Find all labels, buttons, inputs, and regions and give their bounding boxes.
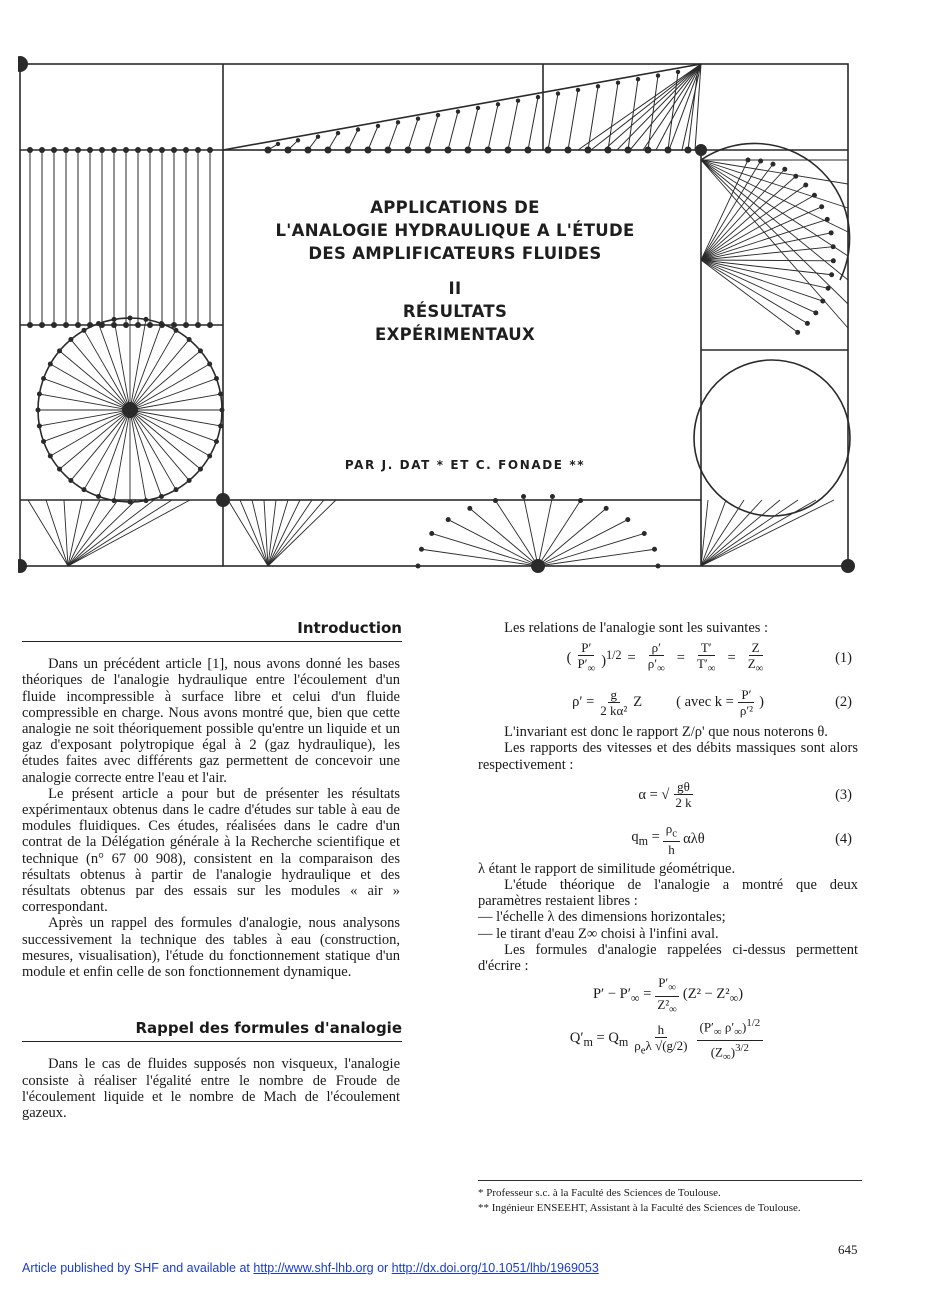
- paragraph: Après un rappel des formules d'analogie, nous analysons successivement la technique des tables à eau (construction, mesures, visualisation), l'étude du fonctionnement statique d'un module et enfin celle de son fonctionnement dynamique.: [22, 915, 400, 981]
- paragraph: Les rapports des vitesses et des débits massiques sont alors respectivement :: [478, 740, 858, 773]
- subtitle-line: EXPÉRIMENTAUX: [375, 325, 535, 344]
- subtitle-line: RÉSULTATS: [402, 302, 508, 321]
- right-column: [478, 620, 858, 1062]
- paragraph: Le présent article a pour but de présenter les résultats expérimentaux obtenus dans le cadre d'études sur table à eau de modules fluidiques. Ces études, réalisées dans le cadre d'un contrat de la Délégation générale à la Recherche scientifique et technique (n° 67 00 908), consistent en la comparaison des résultats obtenus à partir de l'analogie hydraulique et des résultats obtenus par des essais sur les modules « air » correspondant.: [22, 785, 400, 916]
- authors: PAR J. DAT * ET C. FONADE **: [344, 458, 586, 472]
- article-title: [230, 196, 680, 346]
- shf-link[interactable]: http://www.shf-lhb.org: [253, 1261, 374, 1275]
- equation-number: (4): [835, 830, 852, 847]
- footnotes: [478, 1180, 862, 1217]
- paragraph: L'invariant est donc le rapport Z/ρ' que nous noterons θ.: [504, 724, 828, 741]
- part-number: II: [448, 279, 462, 298]
- footnote: ** Ingénieur ENSEEHT, Assistant à la Faculté des Sciences de Toulouse.: [478, 1202, 801, 1214]
- title-line: DES AMPLIFICATEURS FLUIDES: [308, 244, 602, 263]
- list-item: — l'échelle λ des dimensions horizontales;: [478, 909, 726, 926]
- source-line: [22, 1261, 599, 1275]
- equation-5: $P' - P'_\infty$ = $\frac{P'_\infty}{Z^2_\infty}$ $(Z^2 - Z^2_\infty)$: [592, 975, 744, 1016]
- doi-link[interactable]: http://dx.doi.org/10.1051/lhb/1969053: [391, 1261, 599, 1275]
- left-column: [22, 620, 400, 1121]
- title-line: L'ANALOGIE HYDRAULIQUE A L'ÉTUDE: [275, 221, 635, 240]
- equation-number: (2): [835, 694, 852, 711]
- equation-3: α = √ $\frac{g\theta}{2 k}$ (3): [638, 779, 852, 811]
- equation-number: (3): [835, 786, 852, 803]
- paragraph: Les relations de l'analogie sont les suivantes :: [504, 620, 769, 636]
- equation-4: $q_m$ = $\frac{\rho_c}{h}$ αλθ (4): [631, 820, 852, 858]
- equation-1: ( $\frac{P'}{P'_\infty}$ )$^{1/2}$ = $\frac{\rho'}{\rho'_\infty}$ = $\frac{T'}{T'_\infty}$ = $\frac{Z}{Z_\infty}$ (1): [566, 639, 852, 675]
- paragraph: Dans un précédent article [1], nous avons donné les bases théoriques de l'analogie hydraulique entre l'écoulement d'un fluide incompressible à surface libre et celui d'un fluide compressible en charge. Nous avons montré que, bien que cette analogie ne soit théoriquement possible qu'entre un liquide et un gaz d'exposant polytropique égal à 2 (gaz hydraulique), les études faites avec différents gaz permettent de concevoir une analogie correcte entre l'eau et l'air.: [22, 656, 400, 786]
- page-number: 645: [838, 1242, 858, 1257]
- title-line: APPLICATIONS DE: [370, 198, 540, 217]
- equation-2: ρ′ = $\frac{g}{\text{2 kα²}}$ Z ( avec k = $\frac{P'}{\text{ρ′²}}$ ) (2): [572, 686, 852, 718]
- paragraph: Les formules d'analogie rappelées ci-dessus permettent d'écrire :: [478, 941, 858, 975]
- equation-6: $Q'_m = Q_m$ $\frac{h}{\rho_e\lambda √(g/2)}$ $\frac{(P'_\infty \rho'_\infty)^{1/2}}{(Z_\infty)^{3/2}}$: [478, 1018, 858, 1062]
- paragraph: L'étude théorique de l'analogie a montré que deux paramètres restaient libres :: [478, 877, 858, 910]
- section-heading-rappel: Rappel des formules d'analogie: [22, 1020, 402, 1042]
- source-middle: or: [373, 1261, 392, 1275]
- equation-number: (1): [835, 650, 852, 667]
- paragraph: Dans le cas de fluides supposés non visqueux, l'analogie consiste à réaliser l'égalité entre le nombre de Froude de l'écoulement liquide et le nombre de Mach de l'écoulement gazeux.: [22, 1056, 400, 1122]
- footnote: * Professeur s.c. à la Faculté des Sciences de Toulouse.: [478, 1187, 721, 1199]
- paragraph: λ étant le rapport de similitude géométrique.: [478, 860, 736, 877]
- list-item: — le tirant d'eau Z∞ choisi à l'infini aval.: [478, 925, 719, 942]
- section-heading-introduction: Introduction: [22, 620, 402, 642]
- source-prefix: Article published by SHF and available at: [22, 1261, 254, 1275]
